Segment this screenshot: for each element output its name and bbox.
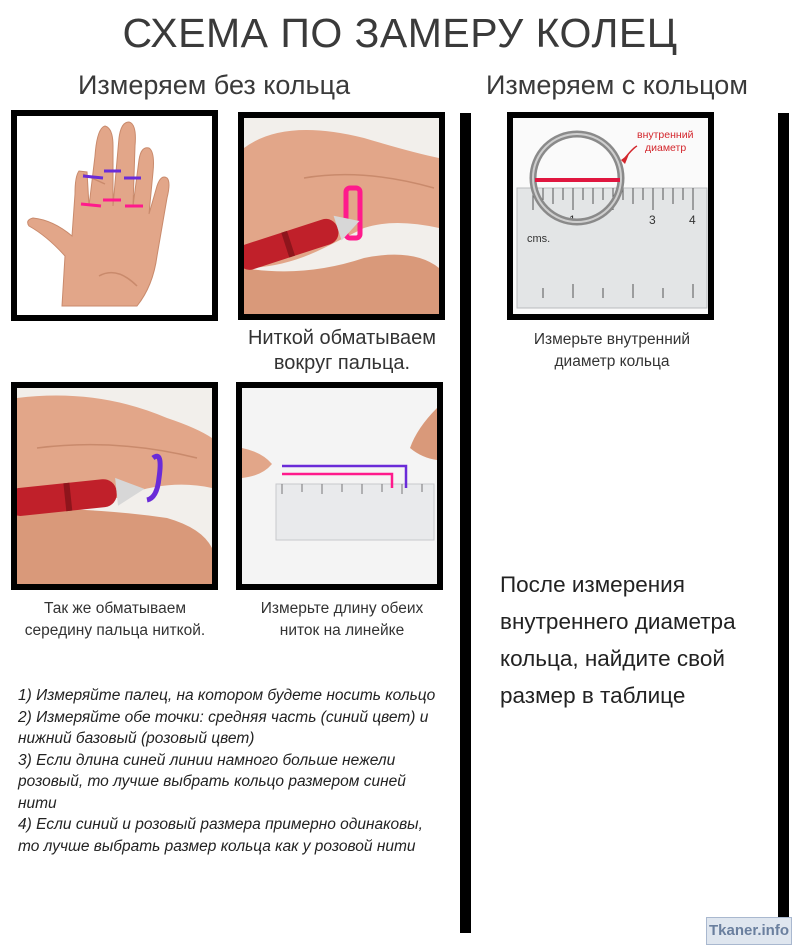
measure-threads-photo [236, 382, 443, 590]
inner-diameter-label-line2: диаметр [645, 142, 687, 154]
wrap-finger-photo [238, 112, 445, 320]
caption-wrap-finger: Ниткой обматываем вокруг пальца. [247, 327, 437, 374]
wrap-middle-illustration [17, 388, 212, 584]
page-title: СХЕМА ПО ЗАМЕРУ КОЛЕЦ [122, 10, 678, 56]
note-item: 4) Если синий и розовый размера примерно одинаковы, то лучше выбрать размер кольца как у розовой нити [18, 816, 423, 855]
note-item: 2) Измеряйте обе точки: средняя часть (синий цвет) и нижний базовый (розовый цвет) [18, 708, 429, 747]
left-heading: Измеряем без кольца [78, 70, 351, 100]
right-heading: Измеряем с кольцом [486, 70, 748, 100]
column-divider-right [778, 113, 789, 925]
notes-list [18, 685, 458, 857]
find-size-text: После измерения внутреннего диаметра кольца, найдите свой размер в таблице [500, 572, 736, 708]
caption-measure-ring: Измерьте внутренний диаметр кольца [533, 331, 691, 370]
watermark: Tkaner.info [706, 917, 792, 945]
palm-illustration [17, 116, 212, 315]
ring-ruler-illustration [513, 118, 708, 314]
palm-photo [11, 110, 218, 321]
ruler-number: 1 [569, 213, 576, 227]
ruler-number: 3 [649, 213, 656, 227]
inner-diameter-label-line1: внутренний [637, 129, 694, 141]
ruler-unit: cms. [527, 233, 551, 245]
caption-wrap-middle: Так же обматываем середину пальца ниткой. [24, 600, 206, 639]
wrap-finger-illustration [244, 118, 439, 314]
ring-ruler-photo [507, 112, 714, 320]
note-item: 1) Измеряйте палец, на котором будете носить кольцо [18, 687, 436, 704]
measure-threads-illustration [242, 388, 437, 584]
column-divider-left [460, 113, 471, 933]
caption-measure-threads: Измерьте длину обеих ниток на линейке [260, 600, 424, 639]
ruler-number: 4 [689, 213, 696, 227]
wrap-middle-photo [11, 382, 218, 590]
note-item: 3) Если длина синей линии намного больше нежели розовый, то лучше выбрать кольцо размером синей нити [18, 751, 406, 812]
